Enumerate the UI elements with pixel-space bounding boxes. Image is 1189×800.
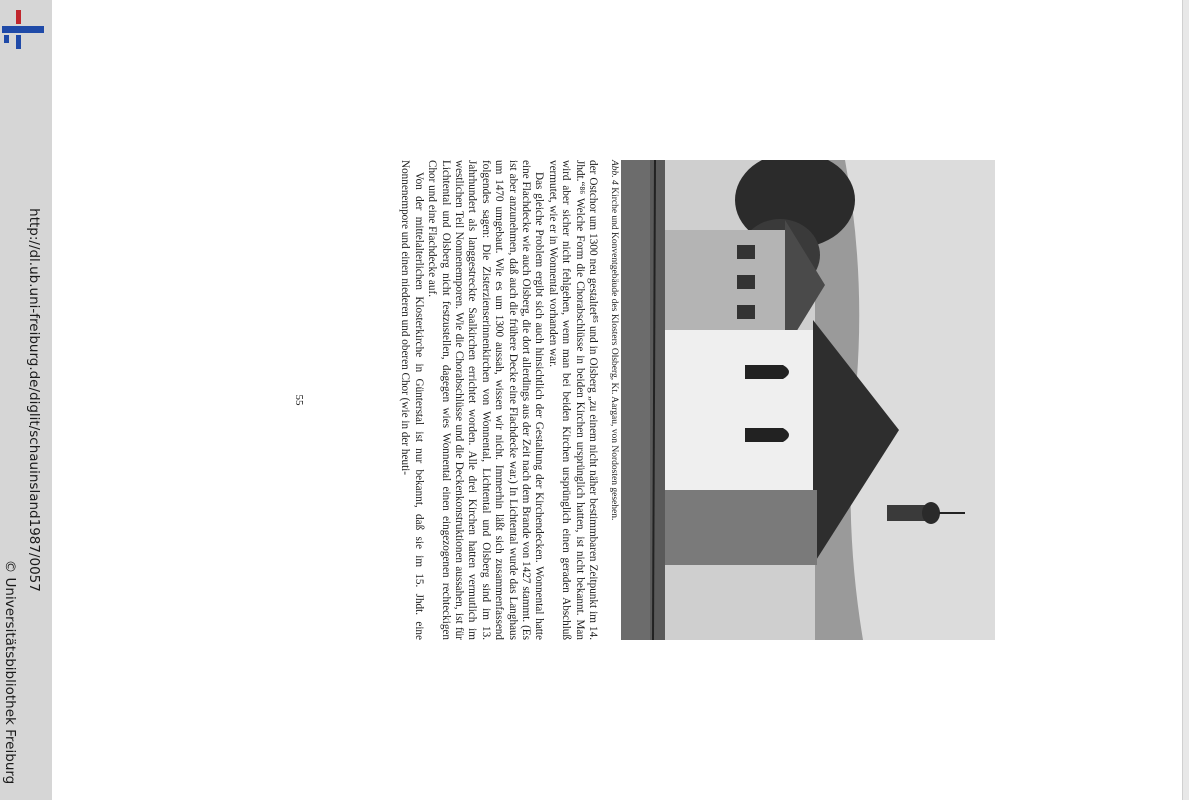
paragraph: Von der mittelalterlichen Klosterkirche in Günterstal ist nur bekannt, daß sie im 15. Jhdt. eine Nonnenempore und einen niederen und oberen Chor (wie in der heuti- <box>399 160 425 640</box>
ub-freiburg-logo-icon <box>2 10 42 50</box>
paragraph: Das gleiche Problem ergibt sich auch hinsichtlich der Gestaltung der Kirchendecken. Wonnental hatte eine Flachdecke wie auch Olsberg, die dort allerdings aus der Zeit nach dem Brande von 1427 stammt. (Es ist aber anzunehmen, daß auch die frühere Decke eine Flachdecke war.) In Lichtental wurde das Langhaus um 1470 umgebaut. Wie es um 1300 aussah, wissen wir nicht. Immerhin läßt sich zusammenfassend folgendes sagen: Die Zisterzienserinnenkirchen von Wonnental, Lichtental und Olsberg sind im 13. Jahrhundert als langgestreckte Saalkirchen errichtet worden. Alle drei Kirchen hatten vermutlich im westlichen Teil Nonnenemporen. Wie die Chorabschlüsse und die Deckenkonstruktionen aussahen, ist für Lichtental und Olsberg nicht festzustellen, dagegen wies Wonnental einen eingezogenen rechteckigen Chor und eine Flachdecke auf. <box>426 160 546 640</box>
source-url: http://dl.ub.uni-freiburg.de/diglit/schauinsland1987/0057 <box>26 208 42 592</box>
page-content-rotated <box>235 160 995 640</box>
viewer-sidebar <box>0 0 52 800</box>
scanned-page <box>235 160 995 640</box>
page-number: 55 <box>293 394 305 406</box>
caption-label: Abb. 4 <box>609 160 619 185</box>
church-photograph <box>621 160 995 640</box>
paragraph: der Ostchor um 1300 neu gestaltet⁸⁵ und in Olsberg „zu einem nicht näher bestimmbaren Zeitpunkt im 14. Jhdt.“⁸⁶ Welche Form die Chorabschlüsse in beiden Kirchen ursprünglich hatten, ist nicht bekannt. Man wird aber sicher nicht fehlgehen, wenn man bei beiden Kirchen ursprünglich einen geraden Abschluß vermutet, wie er in Wonnental vorhanden war. <box>546 160 599 640</box>
copyright-notice: © Universitätsbibliothek Freiburg <box>2 559 18 785</box>
scrollbar[interactable] <box>1182 0 1189 800</box>
figure-caption <box>609 160 619 640</box>
body-text <box>398 160 599 640</box>
caption-text: Kirche und Konventgebäude des Klosters Olsberg, Kt. Aargau, von Nordosten gesehen. <box>609 187 619 521</box>
